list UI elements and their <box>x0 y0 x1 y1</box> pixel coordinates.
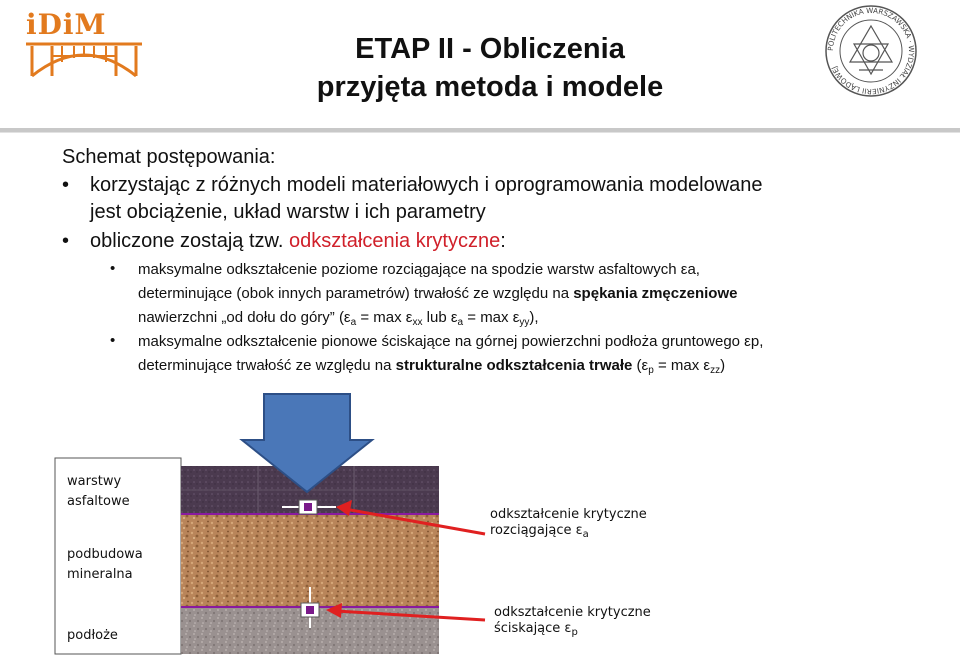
callout-compression-subscript: p <box>571 627 578 638</box>
pavement-layers-diagram <box>0 390 960 656</box>
idim-logo-text: iDiM <box>26 8 107 41</box>
formula-part: = max ε <box>463 309 520 326</box>
sub-bullet-2 <box>138 330 763 378</box>
header-divider-shadow <box>0 132 960 133</box>
callout-compression <box>494 605 651 637</box>
sub-bullet-1-line-2 <box>138 282 737 306</box>
formula-subscript: yy <box>519 317 530 328</box>
formula-subscript: p <box>648 365 654 376</box>
layer-label-subgrade: podłoże <box>67 628 118 643</box>
sub-bullet-1 <box>138 258 737 330</box>
permanent-deformation-term: strukturalne odkształcenia trwałe <box>395 357 633 374</box>
bullet-1-line-2: jest obciążenie, układ warstw i ich parametry <box>90 201 486 223</box>
layer-label-asphalt <box>67 472 130 512</box>
layer-label-base <box>67 545 143 585</box>
formula-subscript: a <box>350 317 357 328</box>
bullet-1 <box>90 172 763 226</box>
critical-strains-highlight: odkształcenia krytyczne <box>289 230 501 252</box>
sub-bullet-1-line-3 <box>138 306 737 330</box>
layer-label-asphalt-line-1: warstwy <box>67 474 122 489</box>
formula-subscript: xx <box>412 317 423 328</box>
sub-bullet-marker: • <box>110 332 116 349</box>
formula-part: = max ε <box>356 309 413 326</box>
callout-compression-line-1: odkształcenie krytyczne <box>494 605 651 620</box>
callout-tension-text: rozciągające ε <box>490 523 583 538</box>
formula-subscript: a <box>457 317 464 328</box>
bullet-marker: • <box>62 174 70 196</box>
callout-tension-line-1: odkształcenie krytyczne <box>490 507 647 522</box>
title-line-2: przyjęta metoda i modele <box>316 71 664 103</box>
bullet-2-colon: : <box>500 230 506 252</box>
sub-bullet-2-line-2 <box>138 354 763 378</box>
title-line-1: ETAP II - Obliczenia <box>355 33 625 65</box>
seal-text: POLITECHNIKA WARSZAWSKA · WYDZIAŁ INŻYNIERII LĄDOWEJ <box>825 5 917 97</box>
formula-part: ), <box>529 309 539 326</box>
callout-tension-subscript: a <box>582 529 589 540</box>
sub-bullet-1-line-2-text: determinujące (obok innych parametrów) trwałość ze względu na <box>138 285 574 302</box>
idim-logo <box>22 4 146 82</box>
formula-part: = max ε <box>653 357 711 374</box>
fatigue-cracking-term: spękania zmęczeniowe <box>573 285 738 302</box>
bullet-1-line-1: korzystając z różnych modeli materiałowych i oprogramowania modelowane <box>90 174 763 196</box>
sub-bullet-2-line-2-text: determinujące trwałość ze względu na <box>138 357 396 374</box>
layer-label-base-line-2: mineralna <box>67 567 133 582</box>
sub-bullet-2-line-1: maksymalne odkształcenie pionowe ściskające na górnej powierzchni podłoża gruntowego εp, <box>138 333 764 350</box>
sub-bullet-1-line-1: maksymalne odkształcenie poziome rozciągające na spodzie warstw asfaltowych εa, <box>138 261 700 278</box>
university-seal-icon <box>824 4 918 98</box>
layer-label-base-line-1: podbudowa <box>67 547 143 562</box>
bullet-2 <box>90 228 506 255</box>
formula-part: (ε <box>632 357 649 374</box>
formula-part: lub ε <box>422 309 458 326</box>
bullet-marker: • <box>62 230 70 252</box>
layer-label-asphalt-line-2: asfaltowe <box>67 494 130 509</box>
intro-text: Schemat postępowania: <box>62 146 276 168</box>
formula-subscript: zz <box>710 365 721 376</box>
bridge-icon <box>26 44 142 76</box>
page-title <box>300 30 680 106</box>
callout-tension <box>490 507 647 539</box>
bullet-2-text: obliczone zostają tzw. <box>90 230 289 252</box>
sub-bullet-marker: • <box>110 260 116 277</box>
formula-part: ) <box>720 357 726 374</box>
callout-tension-line-2 <box>490 523 647 539</box>
callout-compression-line-2 <box>494 621 651 637</box>
callout-compression-text: ściskające ε <box>494 621 572 636</box>
formula-part: nawierzchni „od dołu do góry” (ε <box>138 309 351 326</box>
